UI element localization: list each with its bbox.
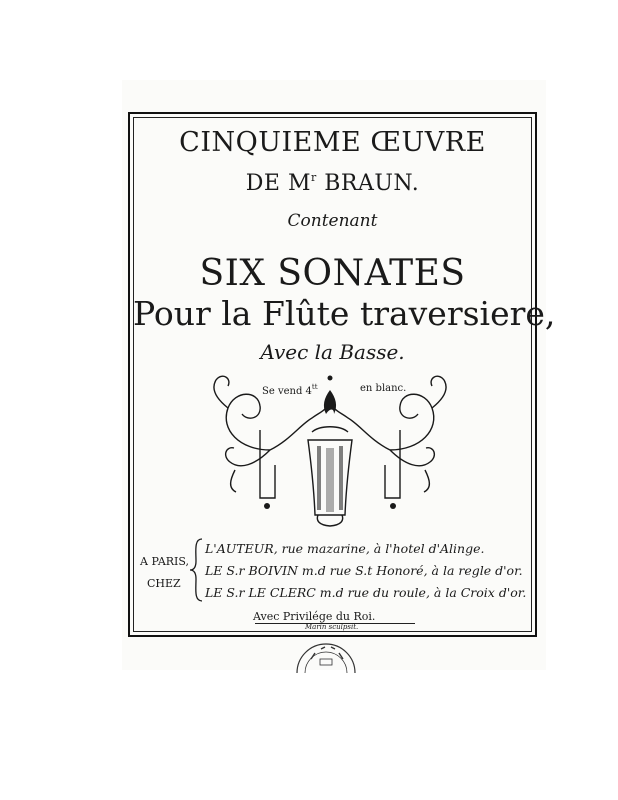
instrument-line: Pour la Flûte traversiere, [133, 294, 556, 333]
engraver-credit: Marin sculpsit. [305, 623, 359, 631]
composer-line [133, 172, 532, 195]
opus-heading: CINQUIEME ŒUVRE [179, 127, 486, 158]
publisher-city: A PARIS, [140, 555, 190, 568]
publisher-brace [188, 537, 204, 603]
privilege-line: Avec Privilége du Roi. [253, 610, 376, 623]
ornament-cartouche [200, 370, 460, 530]
composer-sup: r [310, 171, 317, 184]
library-stamp [295, 637, 357, 673]
publisher-chez: CHEZ [147, 577, 181, 590]
price-note [262, 384, 318, 397]
price-right: en blanc. [360, 383, 407, 394]
publisher-address-3: LE S.r LE CLERC m.d rue du roule, à la Croix d'or. [205, 585, 527, 600]
contenant-text: Contenant [287, 211, 378, 231]
publisher-address-1: L'AUTEUR, rue mazarine, à l'hotel d'Alinge. [205, 541, 485, 556]
publisher-address-2: LE S.r BOIVIN m.d rue S.t Honoré, à la regle d'or. [205, 563, 523, 578]
composer-name: BRAUN. [316, 171, 420, 196]
price-sup: tt [311, 383, 318, 391]
composer-prefix: DE M [245, 171, 311, 196]
main-title: SIX SONATES [199, 253, 466, 294]
price-left: Se vend 4 [262, 386, 312, 397]
accompaniment-line: Avec la Basse. [260, 340, 405, 364]
